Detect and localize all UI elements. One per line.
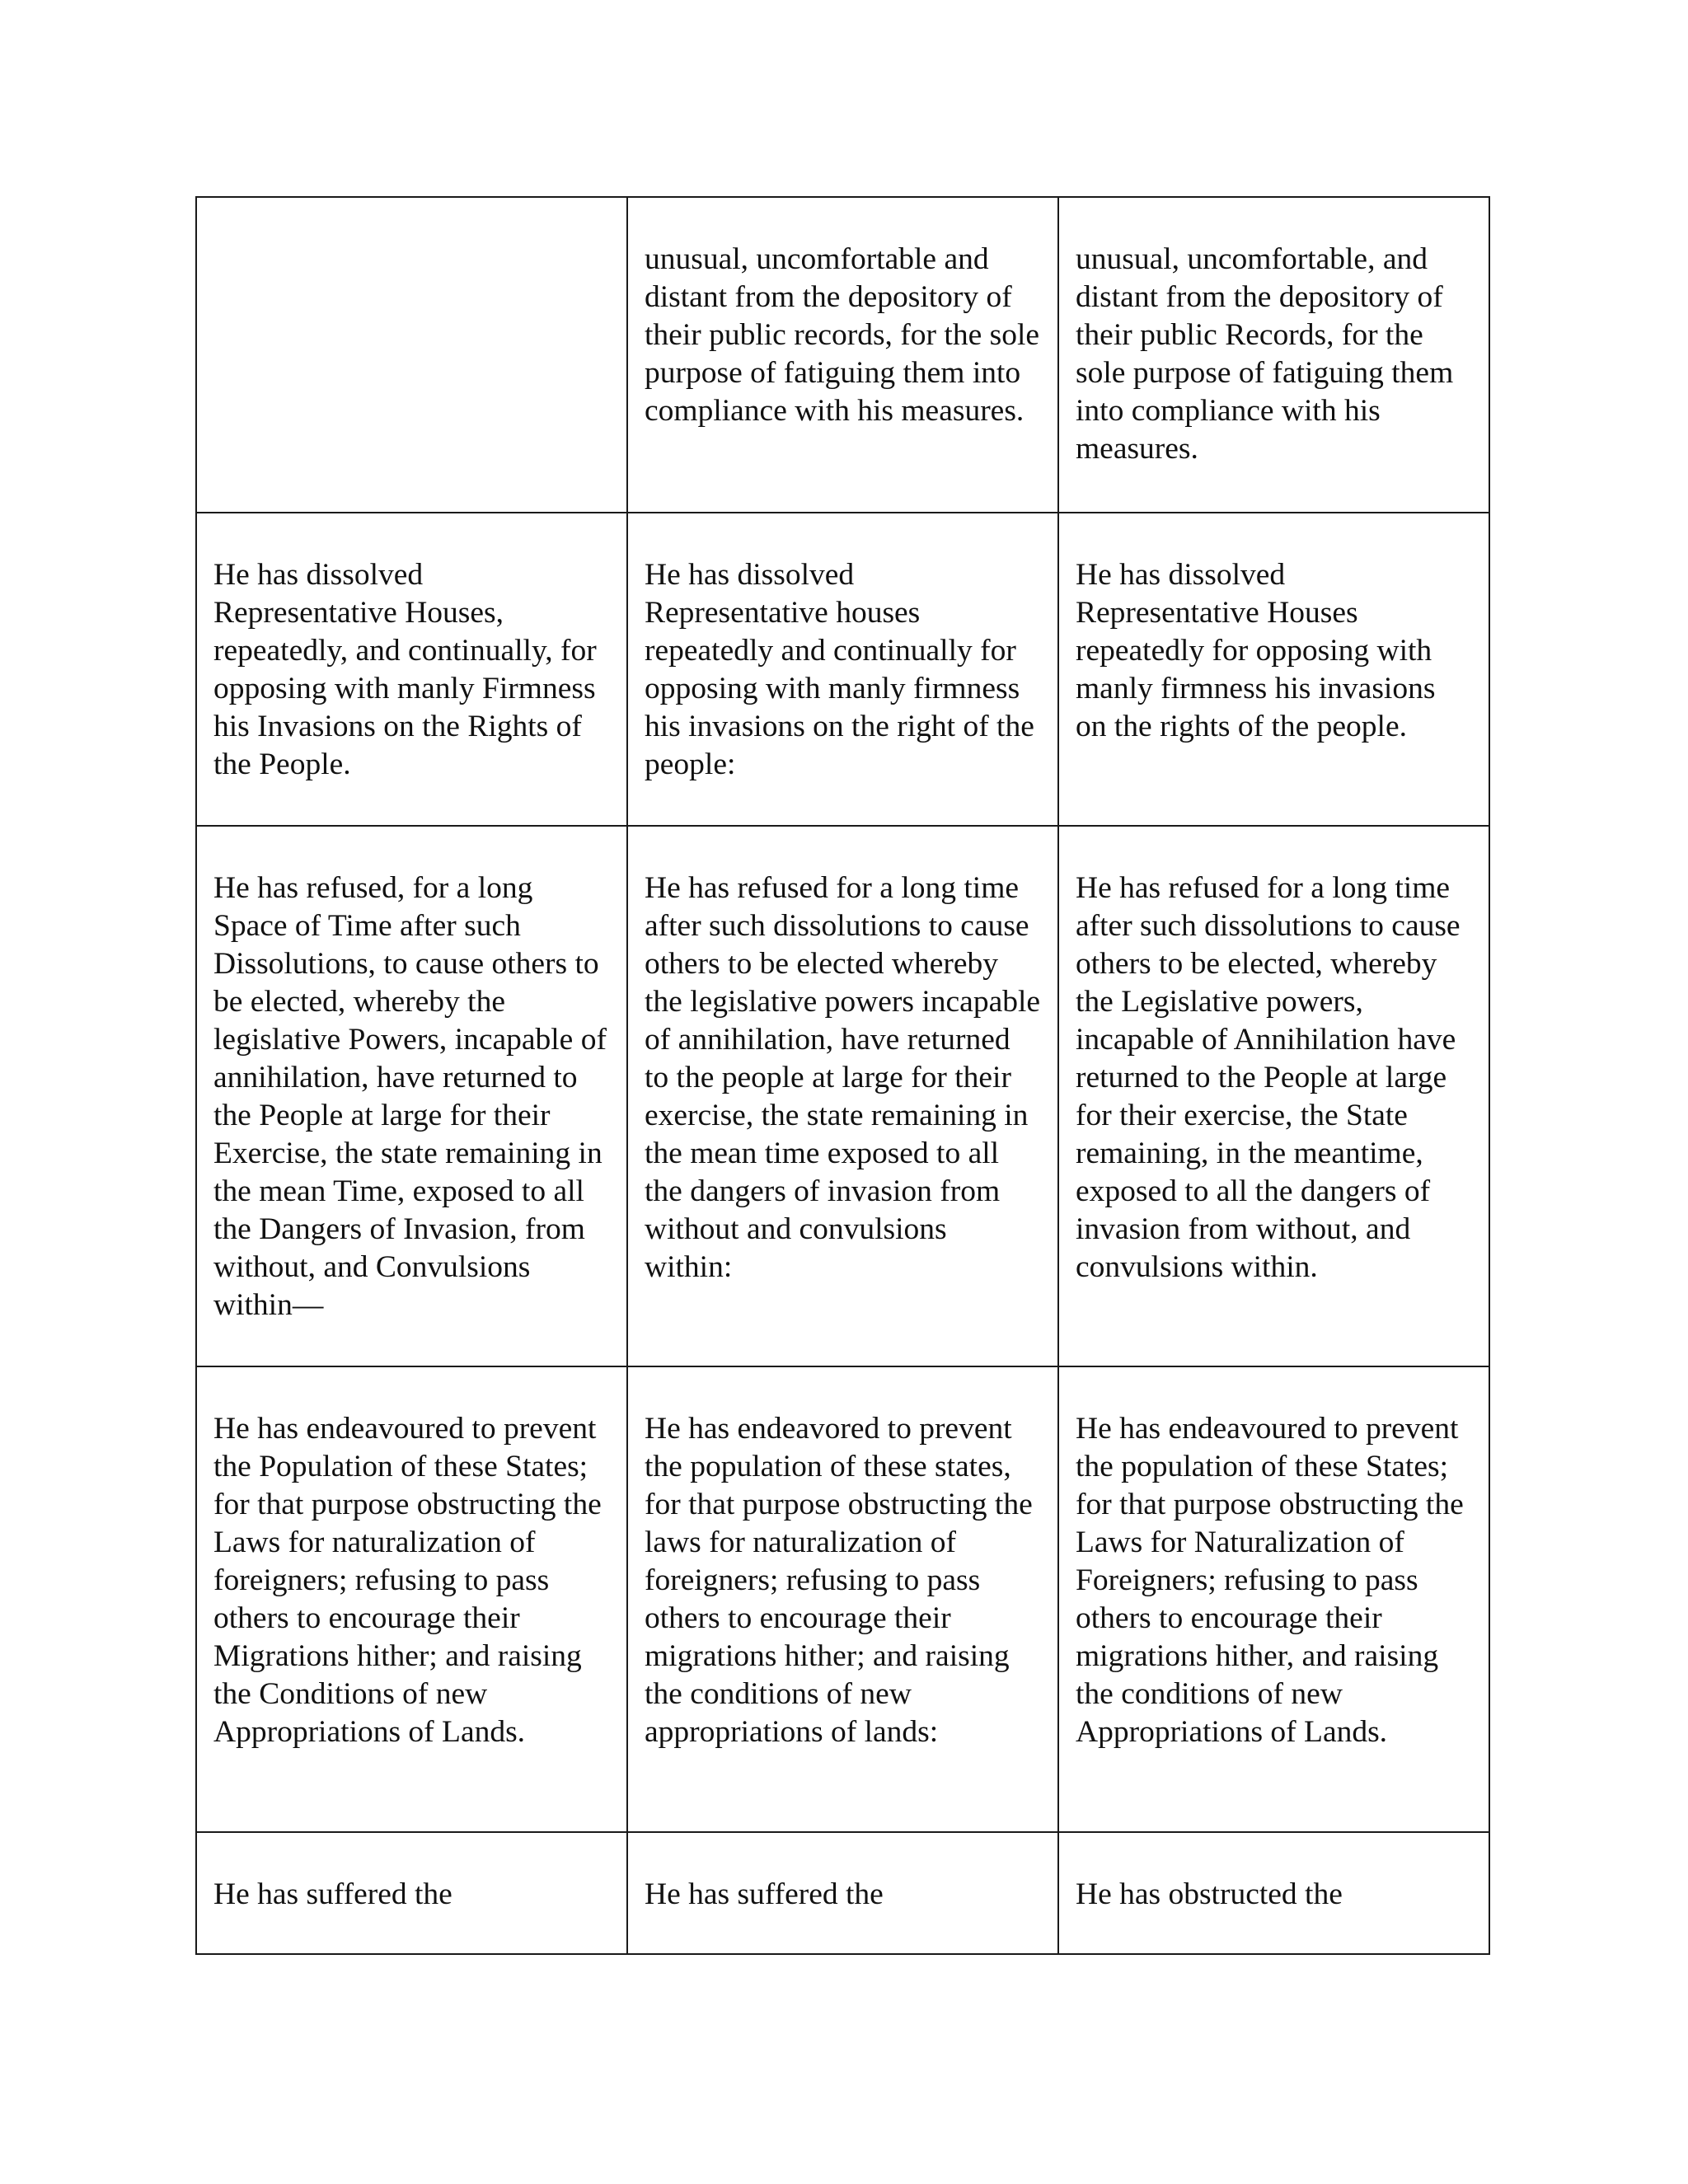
cell-text: He has obstructed the [1076, 1877, 1343, 1911]
table-row [196, 826, 1489, 1366]
table-cell [1058, 1832, 1489, 1954]
table-cell [196, 1832, 627, 1954]
cell-text: He has refused for a long time after such dissolutions to cause others to be elected, whereby the Legislative powers, incapable of Annihilation have returned to the People at large for their exercise, the State remaining, in the meantime, exposed to all the dangers of invasion from without, and convulsions within. [1076, 871, 1461, 1284]
cell-text: He has suffered the [645, 1877, 884, 1911]
cell-text: unusual, uncomfortable and distant from the depository of their public records, for the sole purpose of fatiguing them into compliance with his measures. [645, 242, 1040, 428]
cell-text: He has dissolved Representative houses repeatedly and continually for opposing with manly firmness his invasions on the right of the people: [645, 558, 1034, 781]
table-row [196, 1366, 1489, 1832]
cell-text: He has endeavoured to prevent the population of these States; for that purpose obstructing the Laws for Naturalization of Foreigners; refusing to pass others to encourage their migrations hither, and raising the conditions of new Appropriations of Lands. [1076, 1412, 1464, 1749]
cell-text: He has endeavoured to prevent the Population of these States; for that purpose obstructing the Laws for naturalization of foreigners; refusing to pass others to encourage their Migrations hither; and raising the Conditions of new Appropriations of Lands. [213, 1412, 602, 1749]
comparison-table [195, 196, 1490, 1955]
cell-text: He has suffered the [213, 1877, 452, 1911]
table-cell [627, 826, 1058, 1366]
table-cell [1058, 1366, 1489, 1832]
cell-text: He has refused for a long time after such dissolutions to cause others to be elected whereby the legislative powers incapable of annihilation, have returned to the people at large for their exercise, the state remaining in the mean time exposed to all the dangers of invasion from without and convulsions within: [645, 871, 1041, 1284]
table-cell [1058, 513, 1489, 826]
table-row [196, 513, 1489, 826]
cell-text: He has dissolved Representative Houses, repeatedly, and continually, for opposing with manly Firmness his Invasions on the Rights of the People. [213, 558, 597, 781]
table-cell [627, 1366, 1058, 1832]
table-cell [627, 197, 1058, 513]
table-cell [196, 1366, 627, 1832]
cell-text: He has dissolved Representative Houses repeatedly for opposing with manly firmness his invasions on the rights of the people. [1076, 558, 1436, 743]
table-cell [1058, 826, 1489, 1366]
table-cell [196, 197, 627, 513]
table-cell [196, 826, 627, 1366]
cell-text: He has refused, for a long Space of Time after such Dissolutions, to cause others to be elected, whereby the legislative Powers, incapable of annihilation, have returned to the People at large for their Exercise, the state remaining in the mean Time, exposed to all the Dangers of Invasion, from without, and Convulsions within— [213, 871, 607, 1322]
table-cell [627, 513, 1058, 826]
table-row [196, 1832, 1489, 1954]
table-cell [1058, 197, 1489, 513]
table-cell [627, 1832, 1058, 1954]
table-cell [196, 513, 627, 826]
cell-text: unusual, uncomfortable, and distant from the depository of their public Records, for the sole purpose of fatiguing them into compliance with his measures. [1076, 242, 1454, 466]
cell-text: He has endeavored to prevent the population of these states, for that purpose obstructing the laws for naturalization of foreigners; refusing to pass others to encourage their migrations hither; and raising the conditions of new appropriations of lands: [645, 1412, 1033, 1749]
table-row [196, 197, 1489, 513]
